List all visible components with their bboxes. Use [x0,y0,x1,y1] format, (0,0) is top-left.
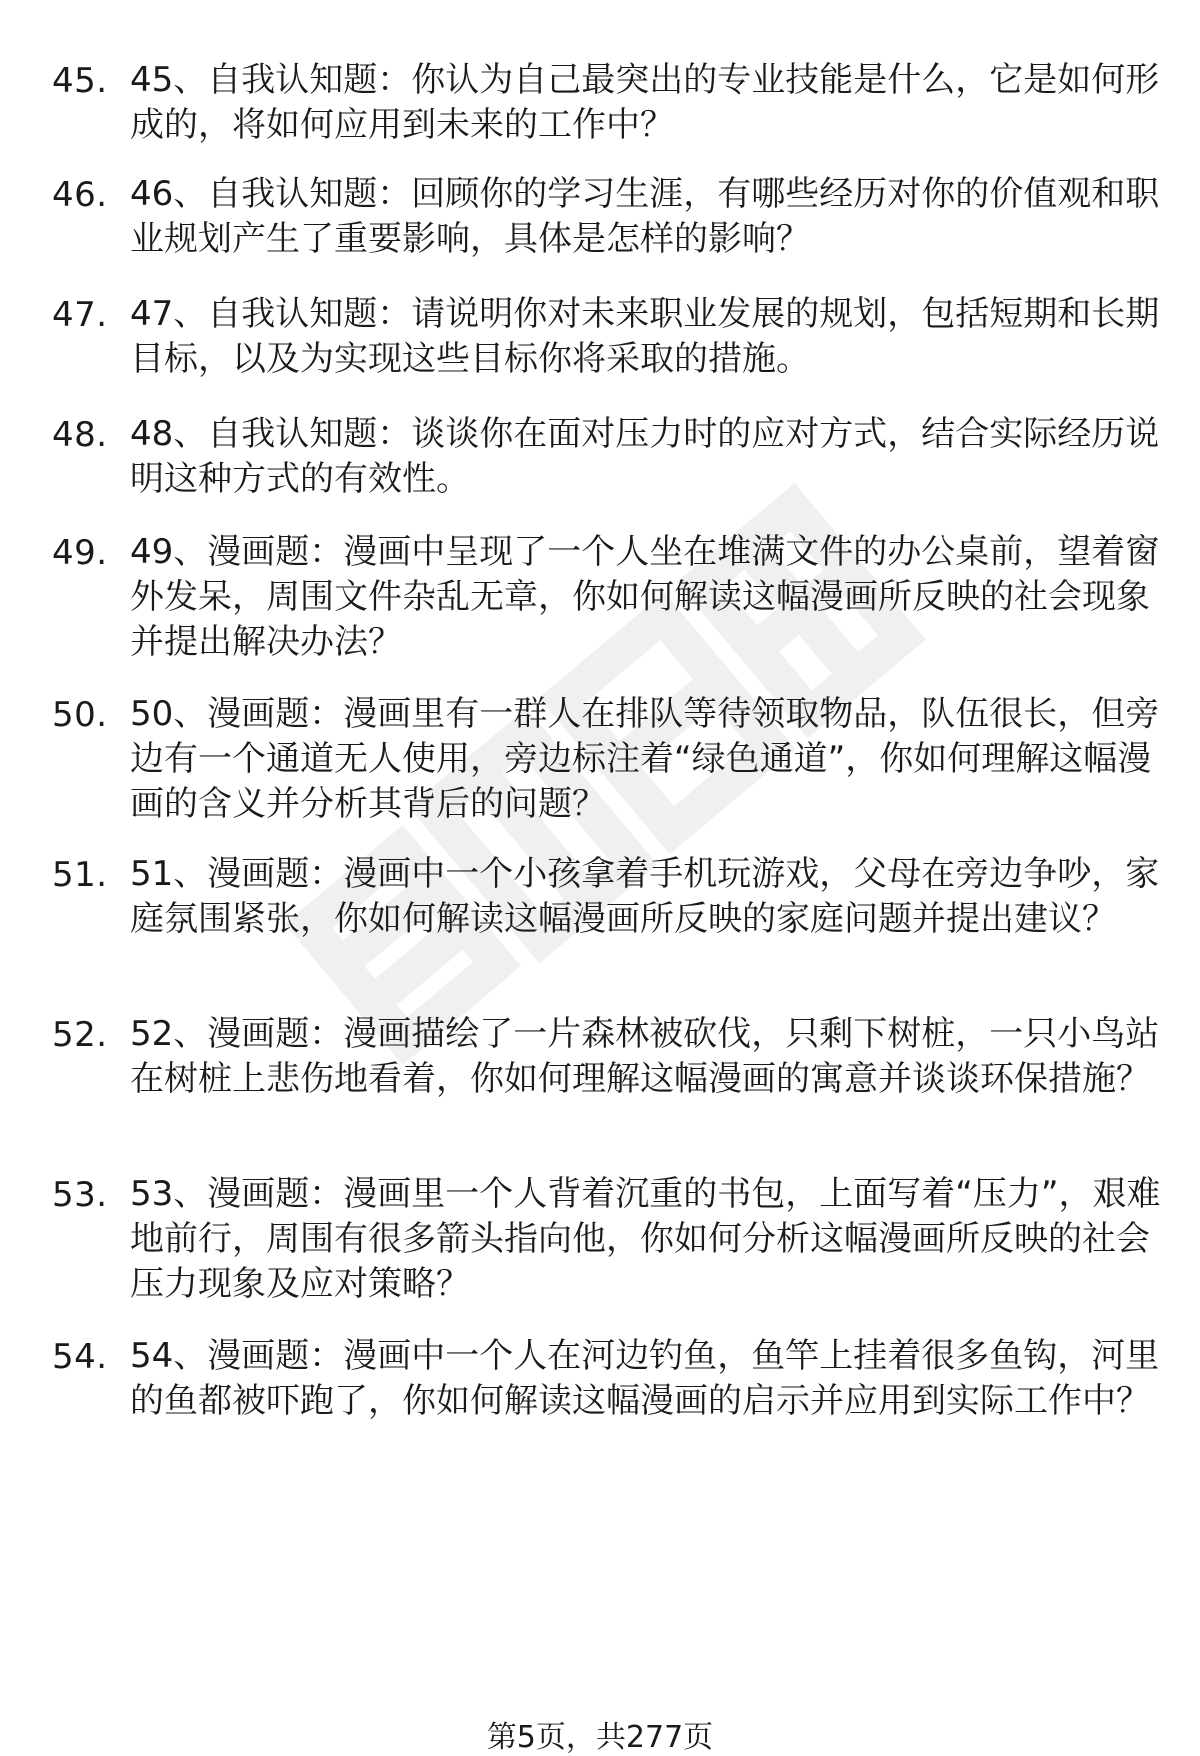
question-text: 52、漫画题：漫画描绘了一片森林被砍伐，只剩下树桩，一只小鸟站在树桩上悲伤地看着，你如何理解这幅漫画的寓意并谈谈环保措施？ [130,1014,1160,1099]
question-text: 54、漫画题：漫画中一个人在河边钓鱼，鱼竿上挂着很多鱼钩，河里的鱼都被吓跑了，你如何解读这幅漫画的启示并应用到实际工作中？ [130,1336,1160,1421]
question-text: 49、漫画题：漫画中呈现了一个人坐在堆满文件的办公桌前，望着窗外发呆，周围文件杂乱无章，你如何解读这幅漫画所反映的社会现象并提出解决办法？ [130,532,1160,662]
question-number: 54. [52,1337,108,1377]
question-text: 50、漫画题：漫画里有一群人在排队等待领取物品，队伍很长，但旁边有一个通道无人使用，旁边标注着“绿色通道”，你如何理解这幅漫画的含义并分析其背后的问题？ [130,694,1160,824]
question-number: 50. [52,695,108,735]
question-item [52,292,1162,382]
question-item [52,412,1162,502]
question-number: 45. [52,61,108,101]
question-item [52,1334,1162,1424]
question-number: 51. [52,855,108,895]
question-item [52,530,1162,665]
question-item [52,58,1162,148]
question-number: 48. [52,415,108,455]
question-item [52,172,1162,262]
question-text: 46、自我认知题：回顾你的学习生涯，有哪些经历对你的价值观和职业规划产生了重要影响，具体是怎样的影响？ [130,174,1160,259]
question-number: 47. [52,295,108,335]
question-item [52,1172,1162,1307]
question-text: 47、自我认知题：请说明你对未来职业发展的规划，包括短期和长期目标，以及为实现这些目标你将采取的措施。 [130,294,1160,379]
question-item [52,692,1162,827]
question-text: 53、漫画题：漫画里一个人背着沉重的书包，上面写着“压力”，艰难地前行，周围有很多箭头指向他，你如何分析这幅漫画所反映的社会压力现象及应对策略？ [130,1174,1161,1304]
question-item [52,852,1162,942]
question-text: 48、自我认知题：谈谈你在面对压力时的应对方式，结合实际经历说明这种方式的有效性。 [130,414,1160,499]
question-number: 52. [52,1015,108,1055]
page-footer: 第5页，共277页 [486,1720,714,1755]
question-item [52,1012,1162,1102]
question-text: 45、自我认知题：你认为自己最突出的专业技能是什么，它是如何形成的，将如何应用到未来的工作中？ [130,60,1160,145]
question-number: 53. [52,1175,108,1215]
question-number: 46. [52,175,108,215]
question-text: 51、漫画题：漫画中一个小孩拿着手机玩游戏，父母在旁边争吵，家庭氛围紧张，你如何解读这幅漫画所反映的家庭问题并提出建议？ [130,854,1160,939]
question-number: 49. [52,533,108,573]
